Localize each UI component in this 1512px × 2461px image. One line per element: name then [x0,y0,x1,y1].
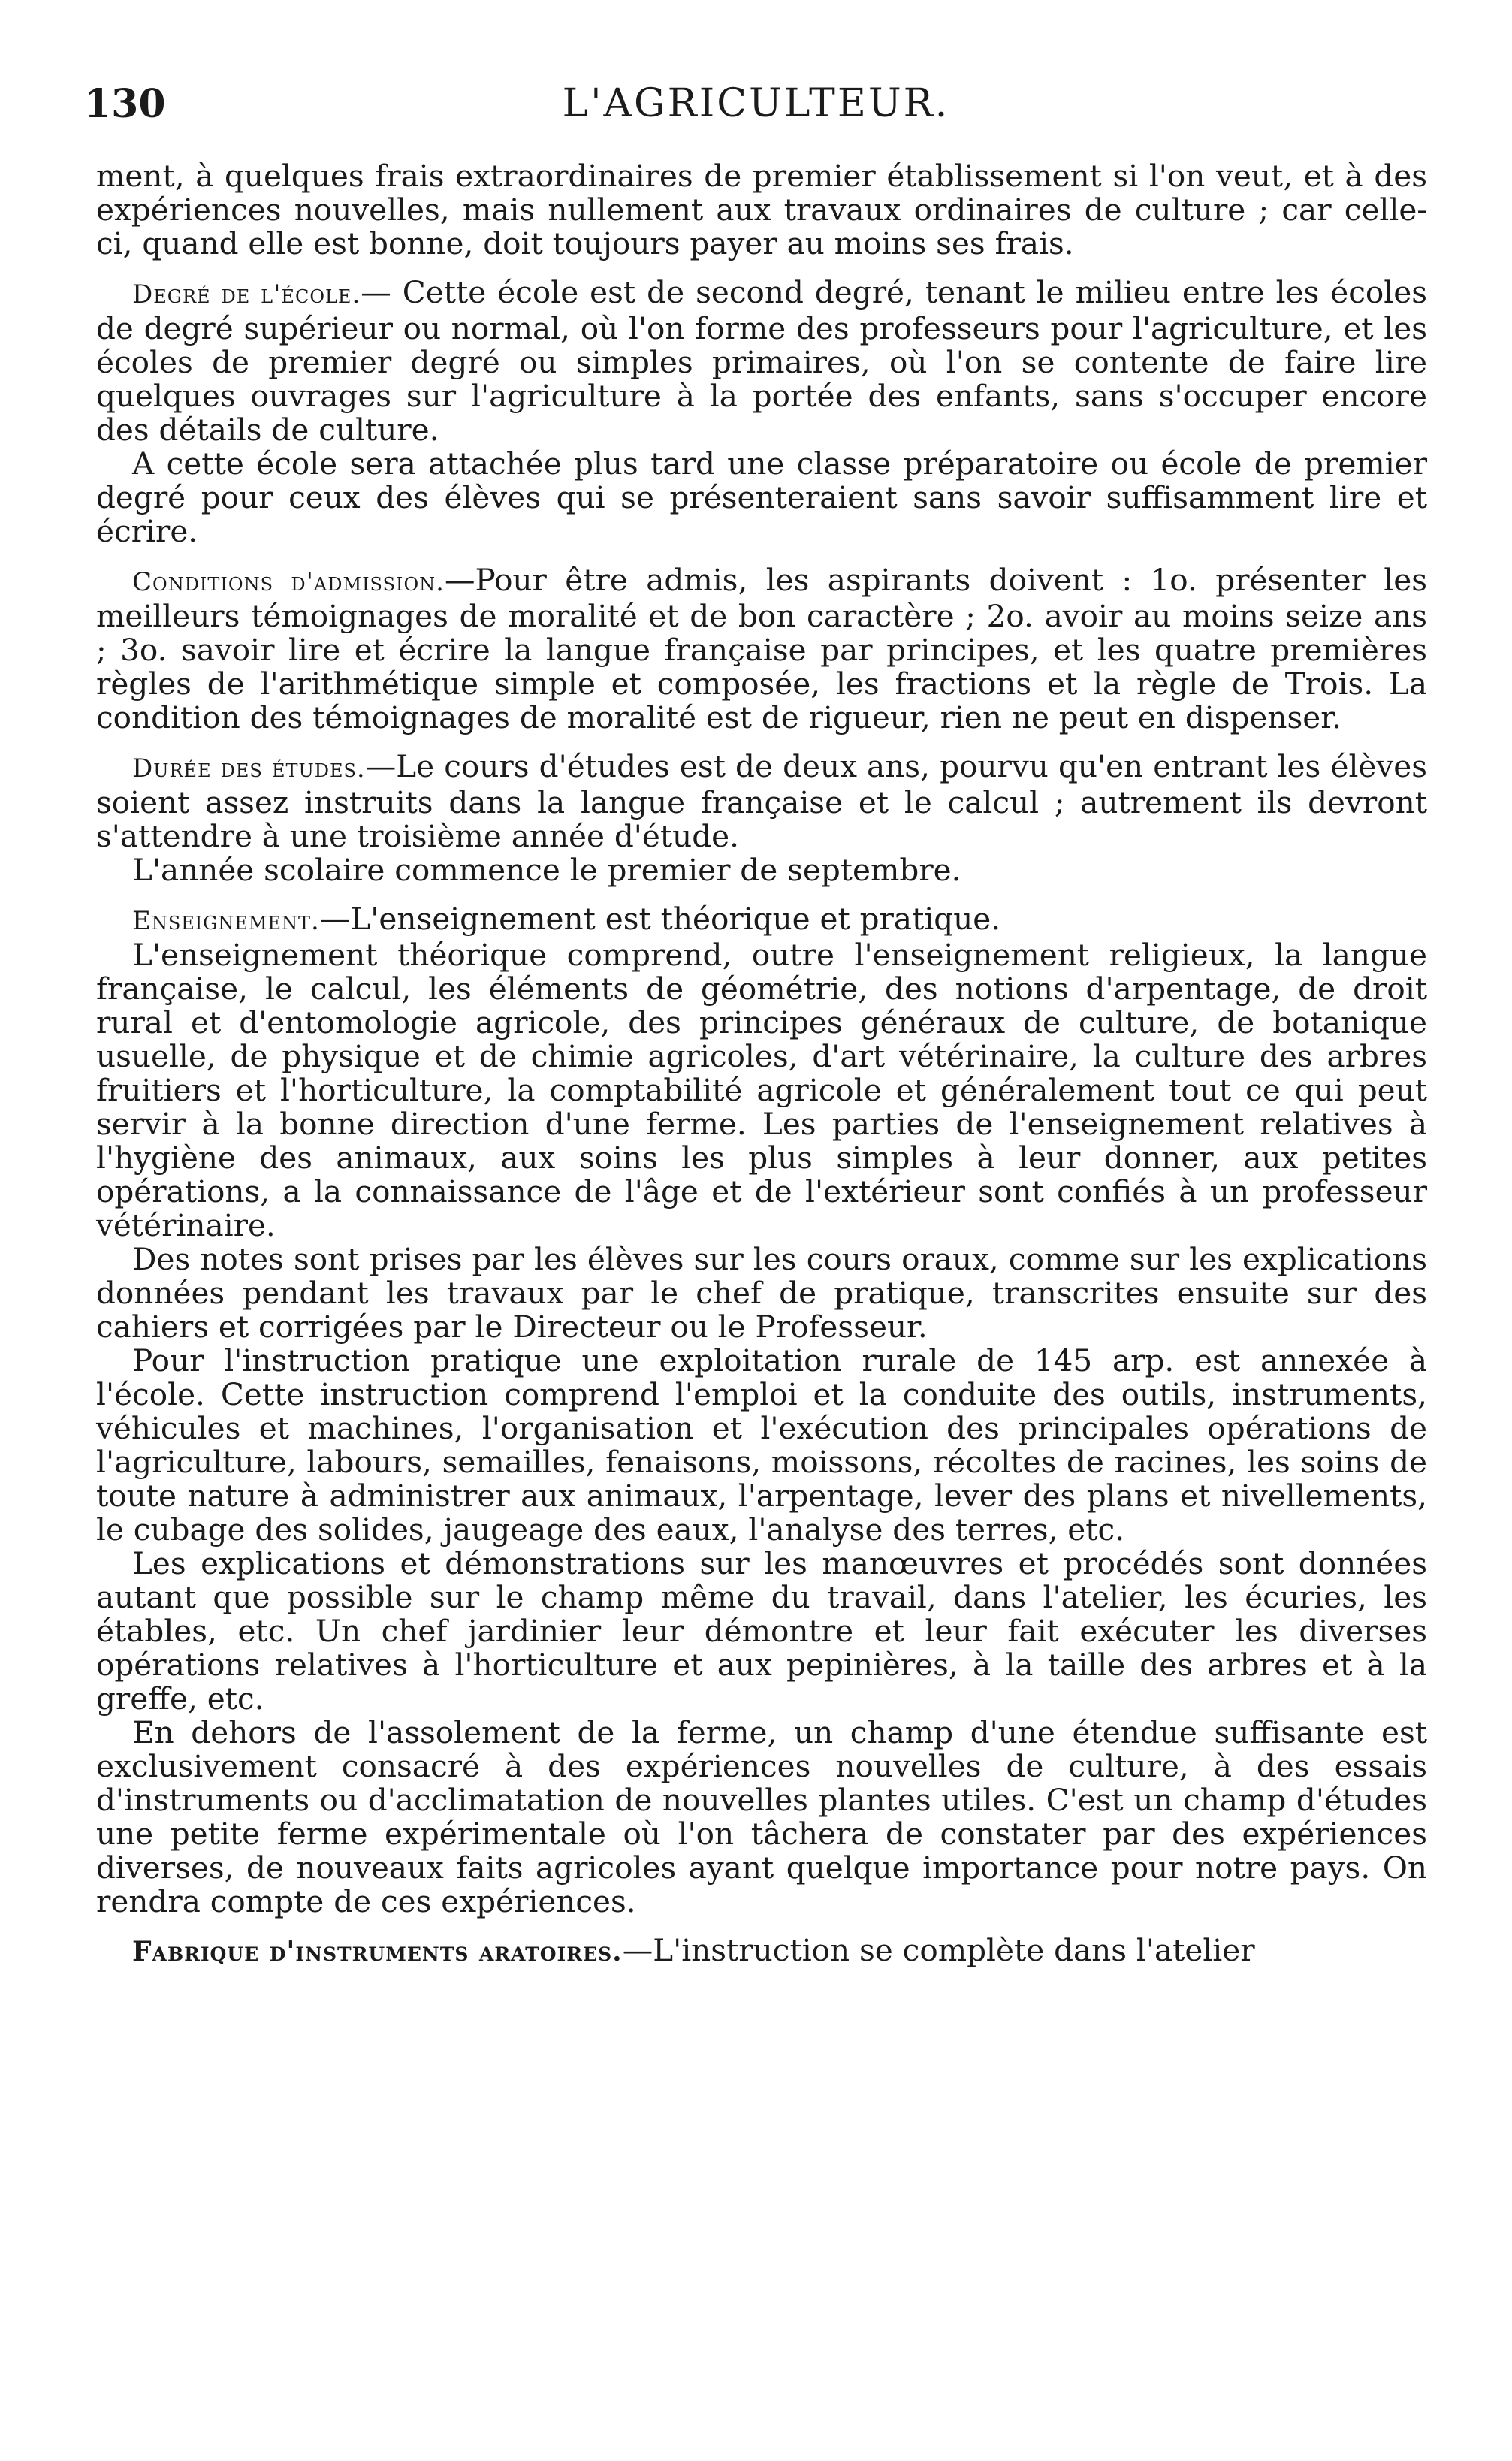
section-heading-duree: Durée des études. [132,753,366,784]
paragraph-degre-ecole [96,276,1427,447]
paragraph-text: — Cette école est de second degré, tenant le milieu entre les écoles de degré supérieur ou normal, où l'on forme des professeurs pour l'agriculture, et les écoles de premier degré ou simples primaires, où l'on se contente de faire lire quelques ouvrages sur l'agriculture à la portée des enfants, sans s'occuper encore des détails de culture. [96,274,1428,448]
paragraph-annee-scolaire: L'année scolaire commence le premier de septembre. [132,852,961,888]
section-heading-enseignement: Enseignement. [132,906,320,936]
paragraph-notes: Des notes sont prises par les élèves sur les cours oraux, comme sur les explications données pendant les travaux par le chef de pratique, transcrites ensuite sur des cahiers et corrigées par le Directeur ou le Professeur. [96,1241,1427,1345]
paragraph-text: —Pour être admis, les aspirants doivent : 1o. présenter les meilleurs témoignages de moralité et de bon caractère ; 2o. avoir au moins seize ans ; 3o. savoir lire et écrire la langue française par principes, et les quatre premières règles de l'arithmétique simple et composée, les fractions et la règle de Trois. La condition des témoignages de moralité est de rigueur, rien ne peut en dispenser. [96,562,1427,735]
paragraph-continuation: ment, à quelques frais extraordinaires de premier établissement si l'on veut, et à des expériences nouvelles, mais nullement aux travaux ordinaires de culture ; car celle-ci, quand elle est bonne, doit toujours payer au moins ses frais. [96,158,1427,261]
paragraph-text: —L'instruction se complète dans l'atelier [622,1932,1255,1968]
page-number: 130 [84,81,166,127]
section-heading-fabrique: Fabrique d'instruments aratoires. [132,1936,623,1967]
paragraph-text: —L'enseignement est théorique et pratique. [319,901,1001,937]
paragraph-explications: Les explications et démonstrations sur les manœuvres et procédés sont données autant que possible sur le champ même du travail, dans l'atelier, les écuries, les étables, etc. Un chef jardinier leur démontre et leur fait exécuter les diverses opérations relatives à l'horticulture et aux pepinières, à la taille des arbres et à la greffe, etc. [96,1545,1427,1717]
paragraph-duree [96,750,1427,853]
paragraph-enseignement [96,902,1427,938]
paragraph-text: —Le cours d'études est de deux ans, pourvu qu'en entrant les élèves soient assez instruits dans la langue française et le calcul ; autrement ils devront s'attendre à une troisième année d'étude. [96,748,1427,854]
paragraph-fabrique [96,1934,1427,1969]
body-text [96,159,1427,1969]
section-heading-conditions: Conditions d'admission. [132,567,445,597]
paragraph-champ-etudes: En dehors de l'assolement de la ferme, un champ d'une étendue suffisante est exclusivement consacré à des expériences nouvelles de culture, à des essais d'instruments ou d'acclimatation de nouvelles plantes utiles. C'est un champ d'études une petite ferme expérimentale où l'on tâchera de constater par des expériences diverses, de nouveaux faits agricoles ayant quelque importance pour notre pays. On rendra compte de ces expériences. [96,1714,1427,1919]
running-header [0,81,1512,141]
paragraph-theorique: L'enseignement théorique comprend, outre l'enseignement religieux, la langue française, le calcul, les éléments de géométrie, des notions d'arpentage, de droit rural et d'entomologie agricole, des principes généraux de culture, de botanique usuelle, de physique et de chimie agricoles, d'art vétérinaire, la culture des arbres fruitiers et l'horticulture, la comptabilité agricole et généralement tout ce qui peut servir à la bonne direction d'une ferme. Les parties de l'enseignement relatives à l'hygiène des animaux, aux soins les plus simples à leur donner, aux petites opérations, a la connaissance de l'âge et de l'extérieur sont confiés à un professeur vétérinaire. [96,937,1427,1243]
paragraph-classe-preparatoire: A cette école sera attachée plus tard une classe préparatoire ou école de premier degré pour ceux des élèves qui se présenteraient sans savoir suffisamment lire et écrire. [96,445,1427,549]
paragraph-conditions [96,563,1427,735]
running-title: L'AGRICULTEUR. [562,81,950,126]
section-heading-degre: Degré de l'école. [132,279,361,310]
paragraph-pratique: Pour l'instruction pratique une exploitation rurale de 145 arp. est annexée à l'école. Cette instruction comprend l'emploi et la conduite des outils, instruments, véhicules et machines, l'organisation et l'exécution des principales opérations de l'agriculture, labours, semailles, fenaisons, moissons, récoltes de racines, les soins de toute nature à administrer aux animaux, l'arpentage, lever des plans et nivellements, le cubage des solides, jaugeage des eaux, l'analyse des terres, etc. [96,1342,1427,1548]
